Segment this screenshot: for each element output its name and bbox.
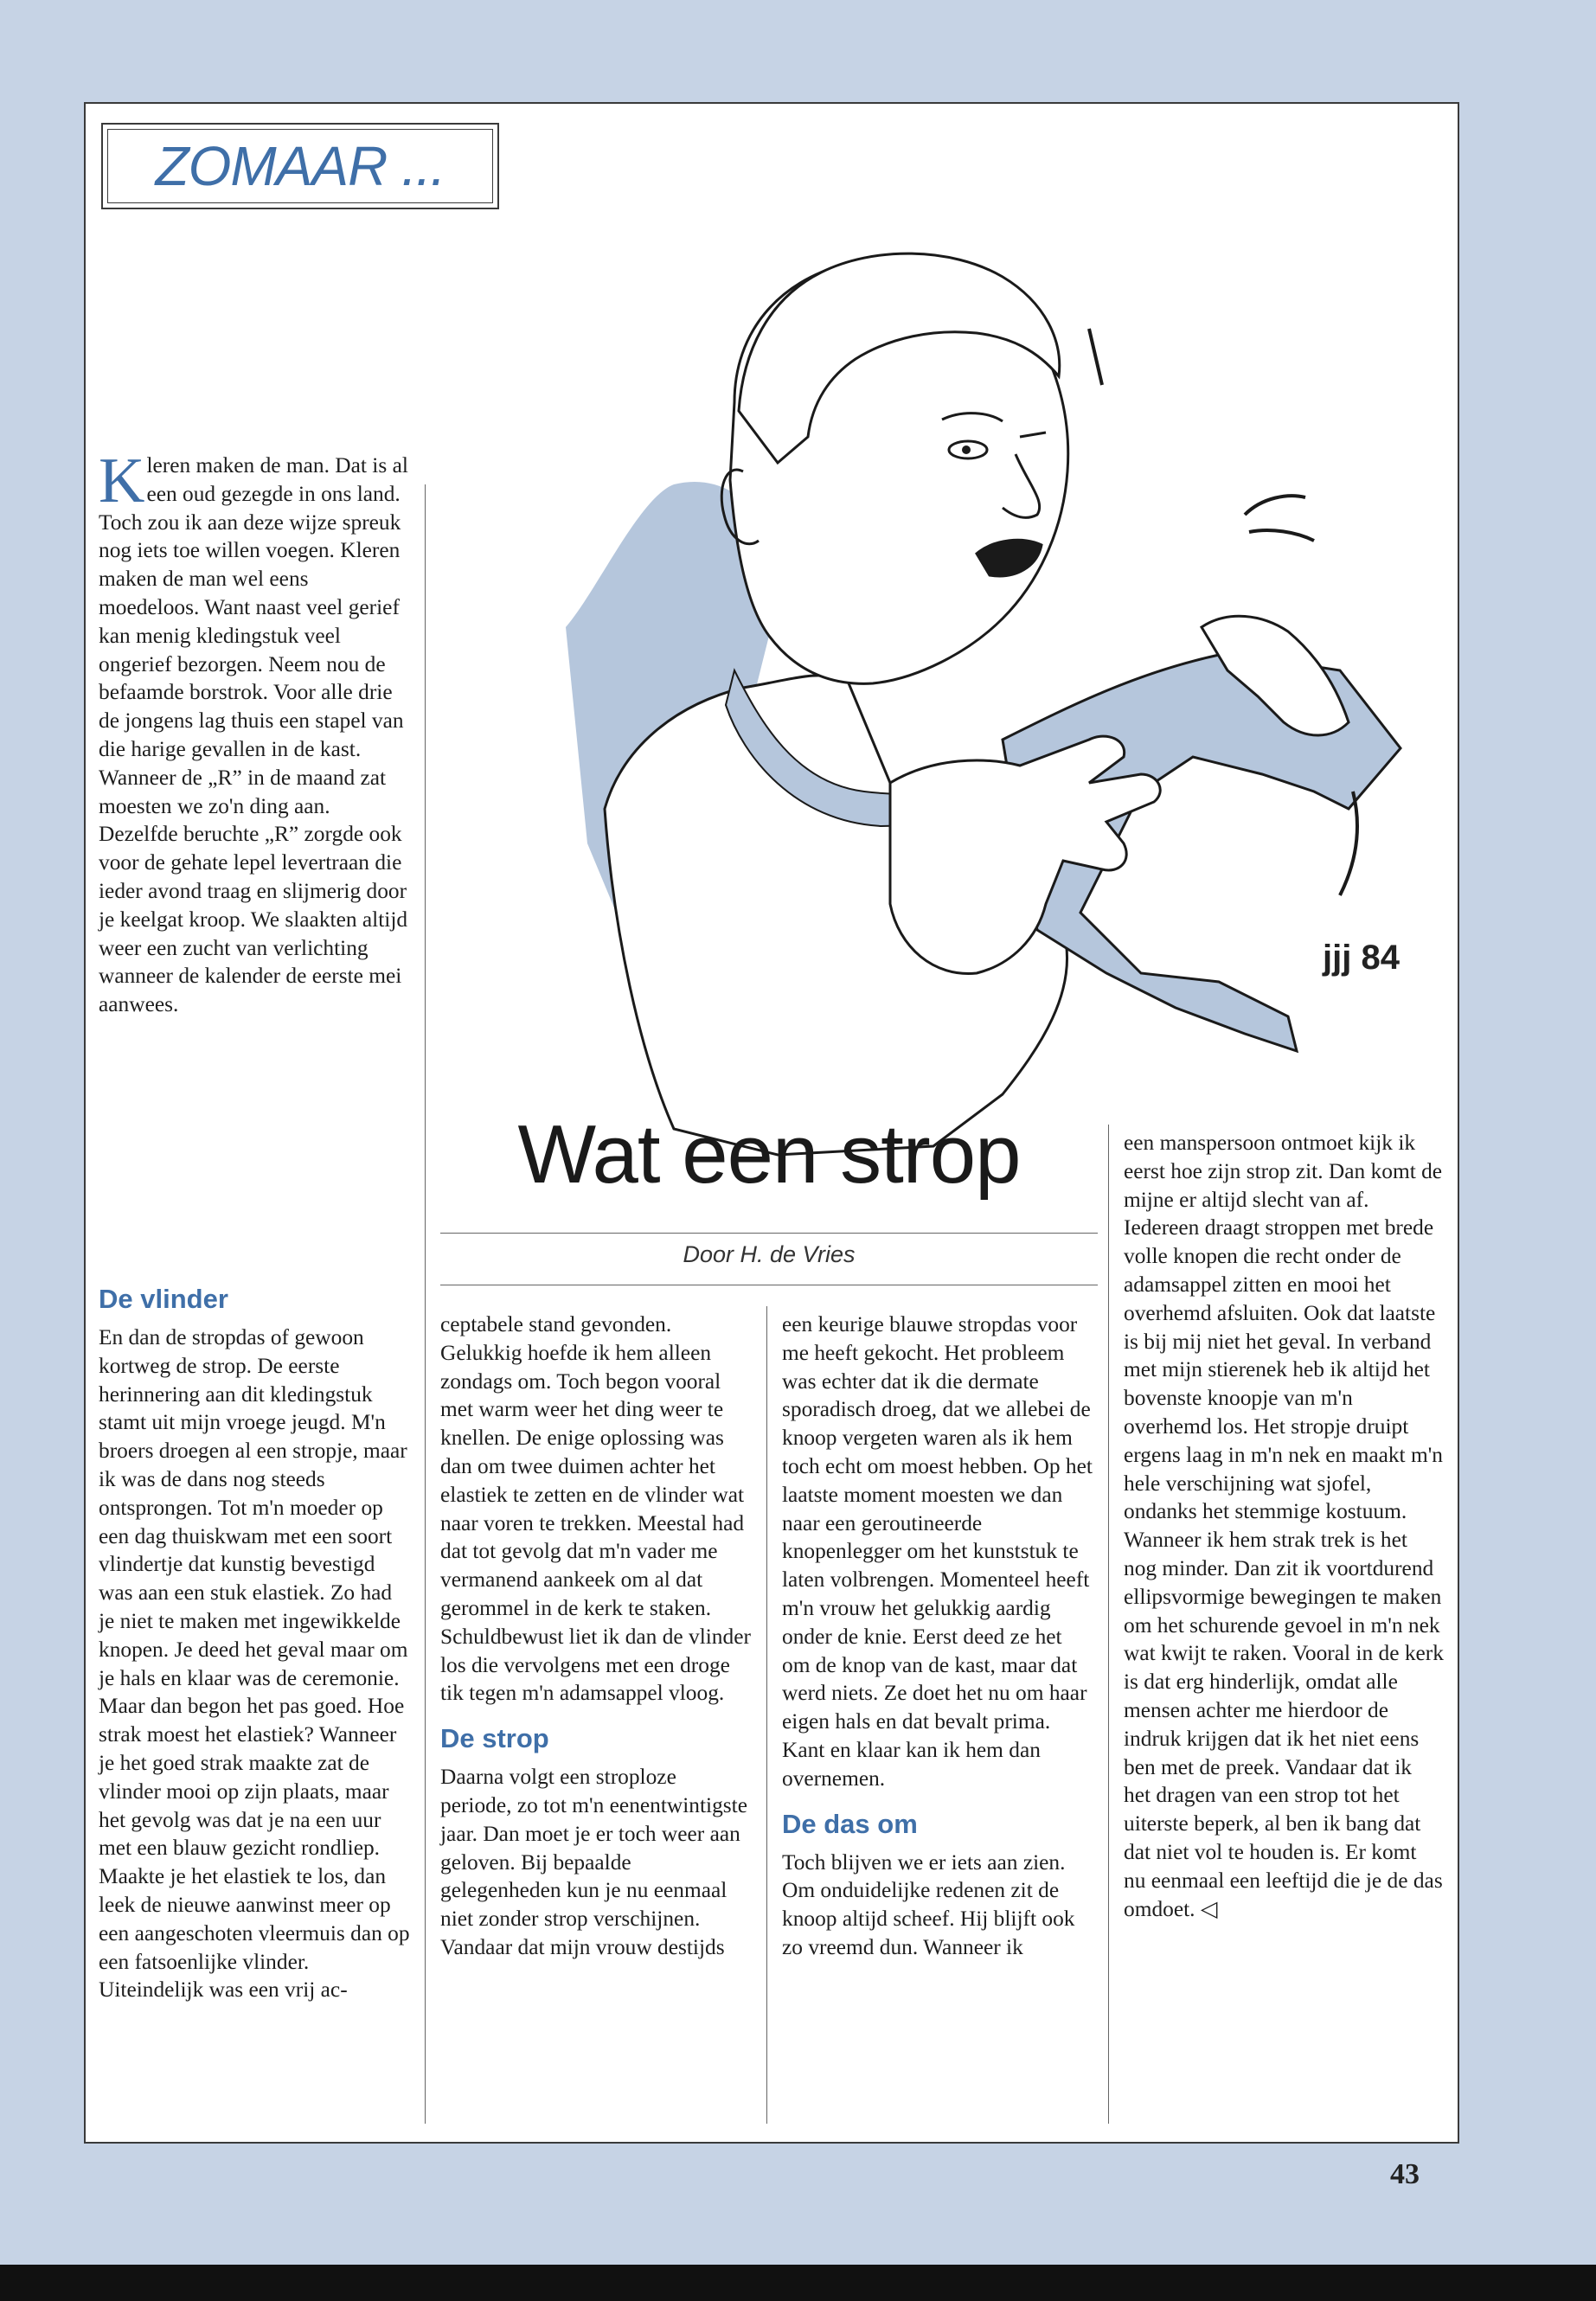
column-4 xyxy=(1124,1129,1444,1923)
paragraph-dasom: Toch blijven we er iets aan zien. Om onduidelijke redenen zit de knoop altijd scheef. Hij blijft ook zo vreemd dun. Wanneer ik xyxy=(782,1849,1075,1959)
byline: Door H. de Vries xyxy=(683,1241,856,1267)
paragraph-col3: een keurige blauwe stropdas voor me heeft gekocht. Het probleem was echter dat ik die dermate sporadisch droeg, dat we allebei de knoop vergeten waren als ik hem toch echt om moest hebben. Op het laatste moment moesten we dan naar een geroutineerde knopenlegger om het kunststuk te laten volbrengen. Momenteel heeft m'n vrouw het gelukkig aardig onder de knie. Eerst deed ze het om de knop van de kast, maar dat werd niets. Ze doet het nu om haar eigen hals en dat bevalt prima. Kant en klaar kan ik hem dan overnemen. xyxy=(782,1312,1093,1791)
column-vlinder xyxy=(99,1268,410,2004)
headline-rule xyxy=(440,1233,1098,1234)
column-2 xyxy=(440,1311,752,1962)
column-divider xyxy=(1108,1125,1109,2124)
intro-column xyxy=(99,445,410,1019)
scan-bottom-border xyxy=(0,2265,1596,2301)
paragraph-vlinder: En dan de stropdas of gewoon kortweg de strop. De eerste herinnering aan dit kledingstuk stamt uit mijn vroege jeugd. M'n broers droegen al een stropje, maar ik was de dans nog steeds ontsprongen. Tot m'n moeder op een dag thuiskwam met een soort vlindertje dat kunstig bevestigd was aan een stuk elastiek. Zo had je niet te maken met ingewikkelde knopen. Je deed het geval maar om je hals en klaar was de ceremonie. Maar dan begon het pas goed. Hoe strak moest het elastiek? Wanneer je het goed strak maakte zat de vlinder mooi op zijn plaats, maar het gevolg was dat je na een uur met een blauw gezicht rondliep. Maakte je het elastiek te los, dan leek de nieuwe aanwinst meer op een aangeschoten vleermuis dan op een fatsoenlijke vlinder. Uiteindelijk was een vrij ac- xyxy=(99,1325,410,2003)
subheading-strop: De strop xyxy=(440,1723,549,1754)
column-3 xyxy=(782,1311,1093,1962)
subheading-vlinder: De vlinder xyxy=(99,1284,228,1314)
section-title: ZOMAAR ... xyxy=(155,135,445,197)
magazine-page xyxy=(84,102,1459,2144)
paragraph-col4-a: een manspersoon ontmoet kijk ik eerst hoe zijn strop zit. Dan komt de mijne er altijd slecht van af. Iedereen draagt stroppen met brede volle knopen die recht onder de adamsappel zitten en mooi het overhemd afsluiten. Ook dat laatste is bij mij niet het geval. In verband met mijn stierenek heb ik altijd het bovenste knoopje van m'n overhemd los. Het stropje druipt ergens laag in m'n nek en maakt m'n hele verschijning wat sjofel, ondanks het stemmige kostuum. xyxy=(1124,1131,1443,1524)
paragraph-col4-b: Wanneer ik hem strak trek is het nog minder. Dan zit ik voortdurend ellipsvormige bewegingen te maken om het schurende gevoel in m'n nek wat kwijt te raken. Vooral in de kerk is dat erg hinderlijk, omdat alle mensen achter me hierdoor de indruk krijgen dat ik het niet eens ben met de preek. Vandaar dat ik het dragen van een strop tot het uiterste beperk, al ben ik bang dat dat niet vol te houden is. Er komt nu eenmaal een leeftijd die je de das omdoet. ◁ xyxy=(1124,1528,1444,1921)
paragraph-strop: Daarna volgt een stroploze periode, zo tot m'n eenentwintigste jaar. Dan moet je er toch weer aan geloven. Bij bepaalde gelegenheden kun je nu eenmaal niet zonder strop verschijnen. Vandaar dat mijn vrouw destijds xyxy=(440,1765,748,1959)
illustration-signature: jjj 84 xyxy=(1323,939,1400,977)
intro-text: leren maken de man. Dat is al een oud gezegde in ons land. Toch zou ik aan deze wijze spreuk nog iets toe willen voegen. Kleren maken de man wel eens moedeloos. Want naast veel gerief kan menig kledingstuk veel ongerief bezorgen. Neem nou de befaamde borstrok. Voor alle drie de jongens lag thuis een stapel van die harige gevallen in de kast. Wanneer de „R” in de maand zat moesten we zo'n ding aan. Dezelfde beruchte „R” zorgde ook voor de gehate lepel levertraan die ieder avond traag en slijmerig door je keelgat kroop. We slaakten altijd weer een zucht van verlichting wanneer de kalender de eerste mei aanwees. xyxy=(99,453,408,1017)
drop-cap: K xyxy=(99,445,145,516)
paragraph-col2: ceptabele stand gevonden. Gelukkig hoefde ik hem alleen zondags om. Toch begon vooral met warm weer het ding weer te knellen. De enige oplossing was dan om twee duimen achter het elastiek te zetten en de vlinder wat naar voren te trekken. Meestal had dat tot gevolg dat m'n vader me vermanend aankeek om al dat gerommel in de kerk te staken. Schuldbewust liet ik dan de vlinder los die vervolgens met een droge tik tegen m'n adamsappel vloog. xyxy=(440,1312,751,1706)
section-title-box xyxy=(101,123,499,209)
subheading-dasom: De das om xyxy=(782,1808,918,1839)
cartoon-illustration xyxy=(484,186,1461,1181)
column-divider xyxy=(766,1306,767,2124)
headline: Wat een strop xyxy=(517,1108,1021,1201)
page-number: 43 xyxy=(1390,2158,1420,2190)
column-divider xyxy=(425,484,426,2124)
